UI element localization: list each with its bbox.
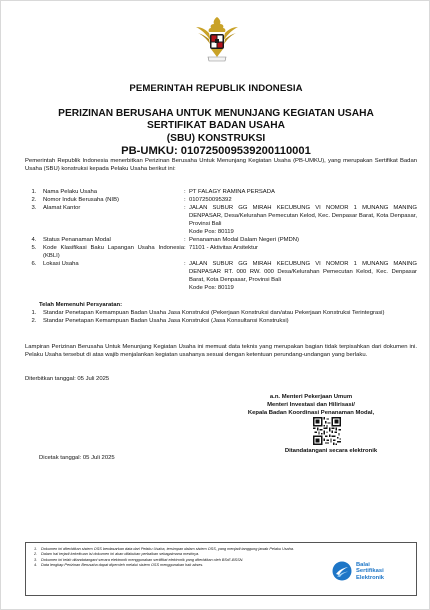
- garuda-emblem-icon: [194, 15, 240, 65]
- signature-line-2: Menteri Investasi dan Hilirisasi/: [267, 402, 355, 408]
- field-value: 0107250095392: [189, 197, 232, 203]
- title-line-1: PERIZINAN BERUSAHA UNTUK MENUNJANG KEGIATAN USAHA: [58, 108, 374, 119]
- field-value: JALAN SUBUR GG MIRAH KECUBUNG VI NOMOR 1 MUNANG MANING DENPASAR RT. 000 RW. 000 Desa/Kelurahan Pemecutan Kelod, Kec. Denpasar Barat, Kota Denpasar, Provinsi Bali Kode Pos: 80119: [189, 261, 417, 291]
- field-number: 2.: [31, 197, 37, 203]
- field-number: 5.: [31, 245, 37, 251]
- postal-code: Kode Pos: 80119: [189, 229, 234, 235]
- signature-line-3: Kepala Badan Koordinasi Penanaman Modal,: [247, 410, 375, 416]
- field-row: 3. Alamat Kantor : JALAN SUBUR GG MIRAH KECUBUNG VI NOMOR 1 MUNANG MANING DENPASAR, Desa/Kelurahan Pemecutan Kelod, Kec. Denpasar Barat, Kota Denpasar, Provinsi Bali Kode Pos: 80119: [25, 204, 417, 236]
- field-value: JALAN SUBUR GG MIRAH KECUBUNG VI NOMOR 1 MUNANG MANING DENPASAR, Desa/Kelurahan Pemecutan Kelod, Kec. Denpasar Barat, Kota Denpasar, Provinsi Bali Kode Pos: 80119: [189, 205, 417, 235]
- printed-date: Dicetak tanggal: 05 Juli 2025: [39, 455, 115, 461]
- field-value: 71101 - Aktivitas Arsitektur: [189, 245, 258, 251]
- footer-box: [25, 542, 417, 596]
- field-row: 2. Nomor Induk Berusaha (NIB) : 0107250095392: [25, 196, 417, 204]
- issued-date: Diterbitkan tanggal: 05 Juli 2025: [25, 376, 110, 382]
- document-title: [1, 108, 430, 158]
- field-number: 4.: [31, 237, 37, 243]
- bsre-logo-icon: [332, 561, 352, 581]
- title-line-2: SERTIFIKAT BADAN USAHA: [147, 120, 285, 132]
- field-row: 6. Lokasi Usaha : JALAN SUBUR GG MIRAH KECUBUNG VI NOMOR 1 MUNANG MANING DENPASAR RT. 000 RW. 000 Desa/Kelurahan Pemecutan Kelod, Kec. Denpasar Barat, Kota Denpasar, Provinsi Bali Kode Pos: 80119: [25, 260, 417, 292]
- business-fields: [25, 188, 417, 292]
- field-label: Alamat Kantor: [43, 205, 81, 211]
- field-label: Lokasi Usaha: [43, 261, 79, 267]
- signature-block: [225, 393, 397, 417]
- field-label: Nama Pelaku Usaha: [43, 189, 98, 195]
- title-line-3: (SBU) KONSTRUKSI: [166, 132, 266, 144]
- field-number: 1.: [31, 189, 37, 195]
- permit-number: PB-UMKU: 010725009539200110001: [121, 145, 311, 158]
- requirements-heading: Telah Memenuhi Persyaratan:: [39, 302, 123, 308]
- signature-line-1: a.n. Menteri Pekerjaan Umum: [269, 394, 353, 400]
- field-value: PT FALAGY RAMINA PERSADA: [189, 189, 275, 195]
- footer-notes: [34, 547, 324, 569]
- bsre-logo: [332, 560, 414, 584]
- field-label: Status Penanaman Modal: [43, 237, 111, 243]
- requirement-item: 2. Standar Penetapan Kemampuan Badan Usaha Jasa Konstruksi (Jasa Konsultansi Konstruksi): [31, 318, 289, 324]
- field-row: 1. Nama Pelaku Usaha : PT FALAGY RAMINA PERSADA: [25, 188, 417, 196]
- closing-paragraph: Lampiran Perizinan Berusaha Untuk Menunjang Kegiatan Usaha ini memuat data teknis yang merupakan bagian tidak terpisahkan dari dokumen ini. Pelaku Usaha tersebut di atas wajib menjalankan kegiatan usahanya sesuai dengan ketentuan perundang-undangan yang berlaku.: [25, 344, 417, 359]
- field-label: Kode Klasifikasi Baku Lapangan Usaha Indonesia (KBLI): [43, 245, 184, 259]
- field-value: Penanaman Modal Dalam Negeri (PMDN): [189, 237, 300, 243]
- postal-code: Kode Pos: 80119: [189, 285, 234, 291]
- intro-paragraph: Pemerintah Republik Indonesia menerbitkan Perizinan Berusaha Untuk Menunjang Kegiatan Usaha (PB-UMKU), yang merupakan Sertifikat Badan Usaha (SBU) konstruksi kepada Pelaku Usaha berikut ini:: [25, 158, 417, 173]
- footer-note: 4. Data lengkap Perizinan Berusaha dapat diperoleh melalui sistem OSS menggunakan hak akses.: [34, 563, 204, 568]
- qr-code-icon: [313, 417, 341, 445]
- field-row: 5. Kode Klasifikasi Baku Lapangan Usaha Indonesia (KBLI) : 71101 - Aktivitas Arsitektur: [25, 244, 417, 260]
- field-number: 3.: [31, 205, 37, 211]
- requirement-item: 1. Standar Penetapan Kemampuan Badan Usaha Jasa Konstruksi (Pekerjaan Konstruksi dan/atau Pekerjaan Konstruksi Terintegrasi): [31, 310, 385, 316]
- field-label: Nomor Induk Berusaha (NIB): [43, 197, 119, 203]
- government-heading: PEMERINTAH REPUBLIK INDONESIA: [129, 83, 303, 94]
- bsre-logo-text: Balai Sertifikasi Elektronik: [356, 562, 385, 581]
- footer-note: 1. Dokumen ini diterbitkan sistem OSS berdasarkan data dari Pelaku Usaha, tersimpan dalam sistem OSS, yang menjadi tanggung jawab Pelaku Usaha.: [34, 547, 295, 551]
- footer-note: 2. Dalam hal terjadi kekeliruan isi dokumen ini akan dilakukan perbaikan sebagaimana mestinya.: [34, 552, 200, 557]
- footer-note: 3. Dokumen ini telah ditandatangani secara elektronik menggunakan sertifikat elektronik yang diterbitkan oleh BSrE-BSSN.: [34, 557, 244, 562]
- field-number: 6.: [31, 261, 37, 267]
- electronic-signature-note: Ditandatangani secara elektronik: [284, 448, 378, 454]
- field-row: 4. Status Penanaman Modal : Penanaman Modal Dalam Negeri (PMDN): [25, 236, 417, 244]
- requirements-section: [25, 301, 417, 325]
